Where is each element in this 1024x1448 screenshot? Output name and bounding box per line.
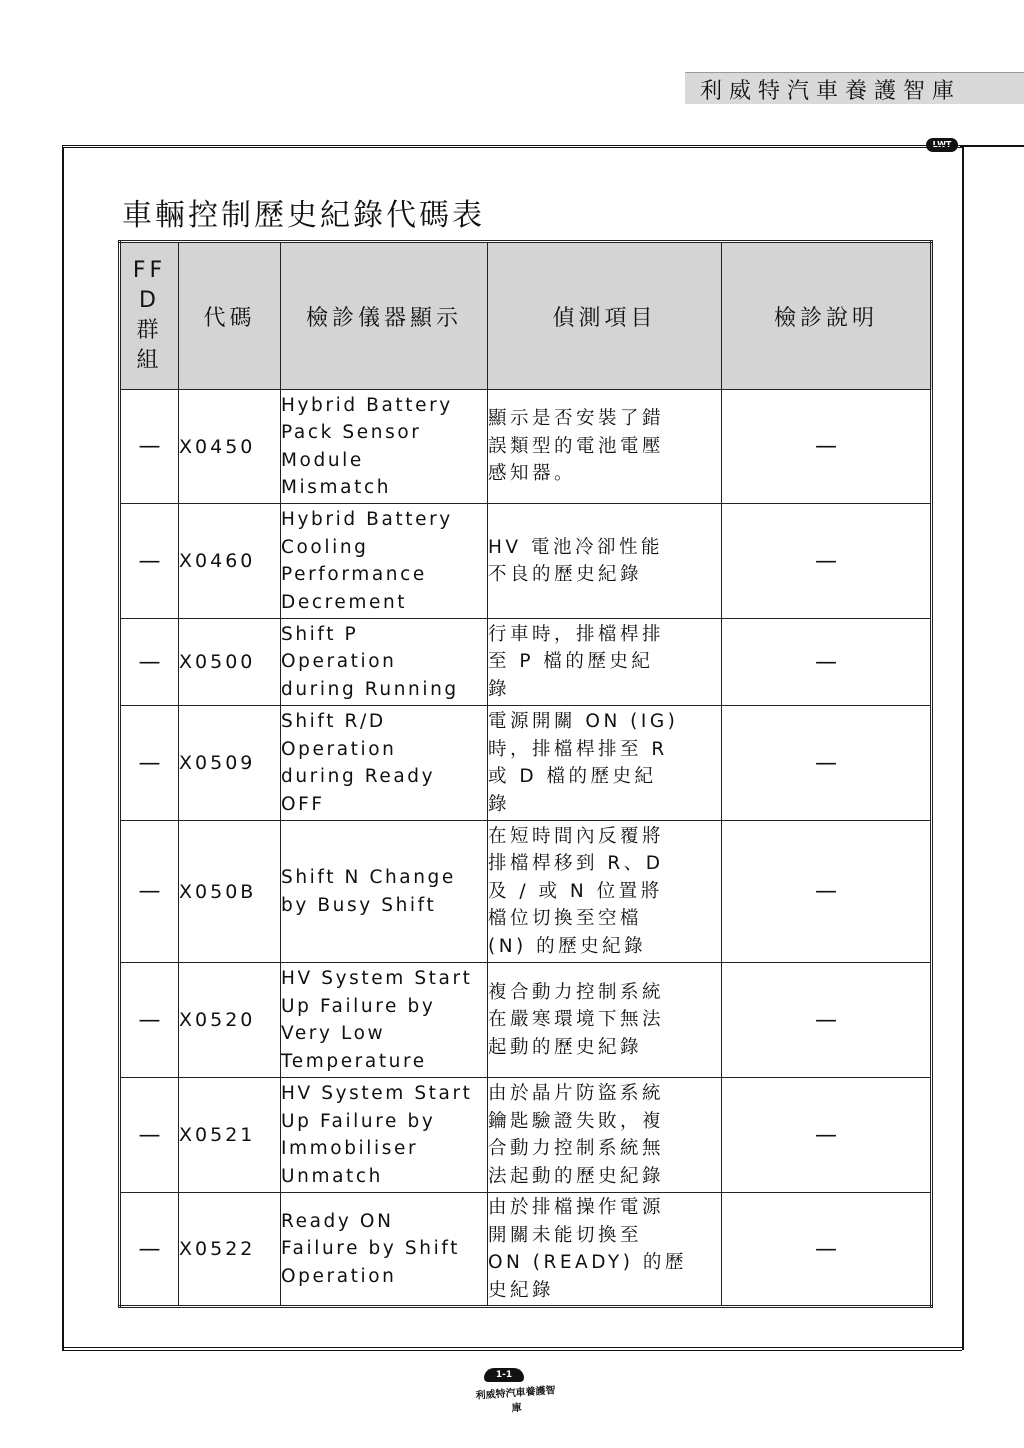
ffd-cell: — — [120, 821, 179, 963]
code-cell: X0520 — [179, 963, 281, 1078]
detection-cell: 複合動力控制系統 在嚴寒環境下無法 起動的歷史紀錄 — [488, 963, 722, 1078]
ffd-cell: — — [120, 706, 179, 821]
display-cell: Shift R/D Operation during Ready OFF — [281, 706, 488, 821]
code-cell: X0450 — [179, 390, 281, 504]
explanation-cell: — — [722, 504, 932, 619]
display-cell: Shift N Change by Busy Shift — [281, 821, 488, 963]
code-cell: X0500 — [179, 619, 281, 706]
page-number-badge: 1-1 — [484, 1368, 524, 1382]
detection-cell: 電源開關 ON (IG) 時，排檔桿排至 R 或 D 檔的歷史紀 錄 — [488, 706, 722, 821]
table-row — [120, 504, 932, 619]
ffd-cell: — — [120, 504, 179, 619]
column-header-ffd-group: FF D 群 組 — [120, 242, 179, 390]
explanation-cell: — — [722, 963, 932, 1078]
display-cell: Ready ON Failure by Shift Operation — [281, 1193, 488, 1307]
ffd-cell: — — [120, 963, 179, 1078]
table-row — [120, 821, 932, 963]
page-title: 車輛控制歷史紀錄代碼表 — [122, 198, 485, 233]
table-row — [120, 963, 932, 1078]
table-row — [120, 706, 932, 821]
detection-cell: HV 電池冷卻性能 不良的歷史紀錄 — [488, 504, 722, 619]
explanation-cell: — — [722, 706, 932, 821]
detection-cell: 在短時間內反覆將 排檔桿移到 R、D 及 / 或 N 位置將 檔位切換至空檔 (N) 的歷史紀錄 — [488, 821, 722, 963]
detection-cell: 由於晶片防盜系統 鑰匙驗證失敗，複 合動力控制系統無 法起動的歷史紀錄 — [488, 1078, 722, 1193]
column-header-code: 代碼 — [179, 242, 281, 390]
header-brand: 利威特汽車養護智庫 — [700, 79, 962, 104]
column-header-tester-display: 檢診儀器顯示 — [281, 242, 488, 390]
lwt-logo: LWT — [926, 138, 958, 152]
explanation-cell: — — [722, 1193, 932, 1307]
column-header-explanation: 檢診說明 — [722, 242, 932, 390]
display-cell: HV System Start Up Failure by Immobiliser Unmatch — [281, 1078, 488, 1193]
column-header-detection-item: 偵測項目 — [488, 242, 722, 390]
header-rule — [960, 145, 1024, 147]
display-cell: HV System Start Up Failure by Very Low Temperature — [281, 963, 488, 1078]
explanation-cell: — — [722, 1078, 932, 1193]
code-cell: X0521 — [179, 1078, 281, 1193]
footer-brand: 利威特汽車養護智庫 — [475, 1385, 556, 1415]
table-row — [120, 390, 932, 504]
explanation-cell: — — [722, 390, 932, 504]
ffd-cell: — — [120, 390, 179, 504]
table-row — [120, 1193, 932, 1307]
explanation-cell: — — [722, 821, 932, 963]
table-row — [120, 619, 932, 706]
ffd-cell: — — [120, 619, 179, 706]
detection-cell: 顯示是否安裝了錯 誤類型的電池電壓 感知器。 — [488, 390, 722, 504]
ffd-cell: — — [120, 1078, 179, 1193]
page-frame-bottom-rule — [62, 1347, 962, 1351]
code-cell: X050B — [179, 821, 281, 963]
display-cell: Hybrid Battery Cooling Performance Decrement — [281, 504, 488, 619]
explanation-cell: — — [722, 619, 932, 706]
history-code-table — [118, 240, 933, 1308]
display-cell: Shift P Operation during Running — [281, 619, 488, 706]
code-cell: X0460 — [179, 504, 281, 619]
detection-cell: 行車時，排檔桿排 至 P 檔的歷史紀 錄 — [488, 619, 722, 706]
table-header-row — [120, 242, 932, 390]
display-cell: Hybrid Battery Pack Sensor Module Mismatch — [281, 390, 488, 504]
ffd-cell: — — [120, 1193, 179, 1307]
detection-cell: 由於排檔操作電源 開關未能切換至 ON (READY) 的歷 史紀錄 — [488, 1193, 722, 1307]
code-cell: X0522 — [179, 1193, 281, 1307]
table-row — [120, 1078, 932, 1193]
code-cell: X0509 — [179, 706, 281, 821]
